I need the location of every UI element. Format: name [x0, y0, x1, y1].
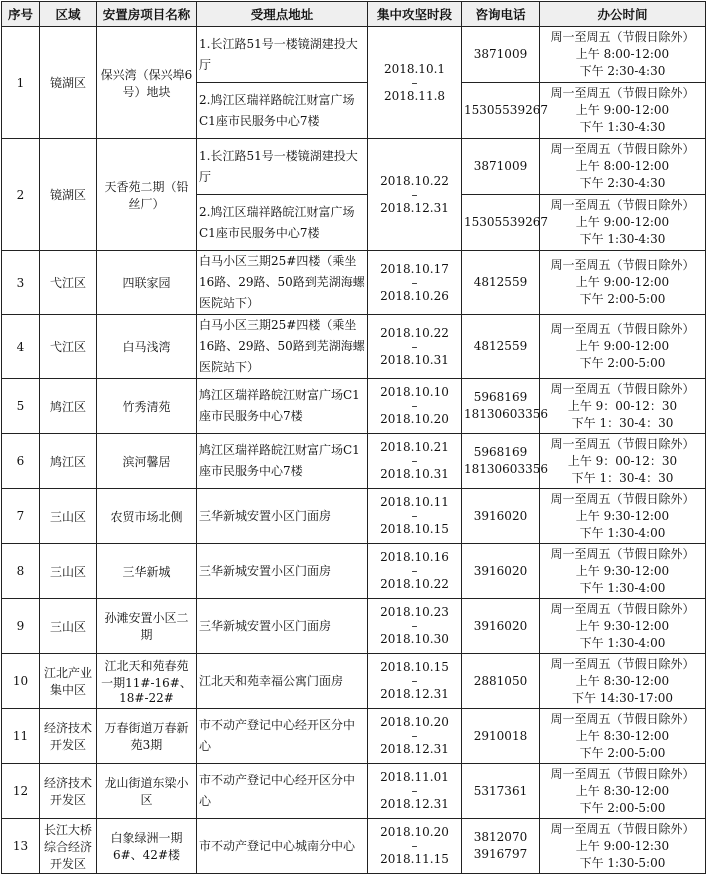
phone-number: 5317361	[473, 783, 528, 798]
office-hours-stack	[542, 546, 703, 597]
period-stack	[370, 714, 459, 758]
phone-cell	[462, 489, 540, 544]
period-separator: –	[411, 839, 418, 853]
period-start: 2018.10.23	[380, 605, 449, 619]
row-seq: 2	[2, 139, 40, 251]
header-seq: 序号	[2, 2, 40, 27]
office-hours-line: 下午 14:30-17:00	[571, 690, 674, 705]
period-stack	[370, 325, 459, 369]
row-area: 三山区	[40, 544, 97, 599]
office-hours-line: 上午 9:00-12:00	[575, 215, 670, 229]
row-area: 弋江区	[40, 315, 97, 379]
period-stack	[370, 549, 459, 593]
period-cell	[368, 599, 462, 654]
row-seq: 8	[2, 544, 40, 599]
row-seq: 11	[2, 709, 40, 764]
period-start: 2018.10.16	[380, 550, 449, 564]
row-address: 市不动产登记中心经开区分中心	[197, 709, 368, 764]
table-row	[2, 489, 706, 544]
office-hours-line: 下午 2:00-5:00	[579, 800, 666, 815]
office-hours-stack	[542, 141, 703, 192]
period-cell	[368, 819, 462, 874]
row-project: 龙山街道东梁小区	[97, 764, 197, 819]
office-hours-cell	[540, 544, 706, 599]
office-hours-line: 上午 9:30-12:00	[575, 508, 670, 523]
period-separator: –	[411, 399, 418, 413]
period-stack	[370, 261, 459, 305]
office-hours-stack	[542, 85, 703, 136]
row-project: 保兴湾（保兴埠6号）地块	[97, 27, 197, 139]
row-address: 2.鸠江区瑞祥路皖江财富广场C1座市民服务中心7楼	[197, 83, 368, 139]
period-cell	[368, 709, 462, 764]
phone-cell	[462, 315, 540, 379]
period-separator: –	[411, 509, 418, 523]
row-seq: 9	[2, 599, 40, 654]
header-area: 区域	[40, 2, 97, 27]
period-stack	[370, 824, 459, 868]
office-hours-cell	[540, 315, 706, 379]
period-end: 2018.10.20	[380, 412, 449, 426]
row-seq: 7	[2, 489, 40, 544]
period-end: 2018.10.31	[380, 352, 449, 367]
table-row	[2, 315, 706, 379]
period-start: 2018.10.1	[383, 61, 446, 76]
row-area: 三山区	[40, 489, 97, 544]
period-stack	[370, 659, 459, 703]
office-hours-stack	[542, 321, 703, 372]
office-hours-cell	[540, 139, 706, 195]
office-hours-line: 周一至周五（节假日除外）	[550, 436, 695, 451]
period-separator: –	[411, 187, 418, 202]
period-end: 2018.12.31	[380, 797, 449, 811]
office-hours-line: 上午 8:30-12:00	[575, 673, 670, 688]
period-separator: –	[411, 564, 418, 578]
period-end: 2018.10.30	[380, 632, 449, 646]
phone-cell	[462, 379, 548, 434]
office-hours-cell	[540, 434, 706, 489]
office-hours-stack	[542, 491, 703, 542]
table-row	[2, 379, 706, 434]
phone-number: 5968169 18130603356	[464, 445, 548, 476]
phone-number: 3916020	[473, 618, 528, 633]
office-hours-line: 周一至周五（节假日除外）	[550, 258, 695, 272]
phone-number: 3871009	[473, 47, 528, 61]
period-cell	[368, 764, 462, 819]
office-hours-stack	[542, 821, 703, 872]
office-hours-line: 周一至周五（节假日除外）	[550, 711, 695, 726]
row-project: 江北天和苑春苑一期11#-16#、18#-22#	[97, 654, 197, 709]
period-stack	[370, 61, 459, 105]
office-hours-stack	[542, 257, 703, 308]
period-cell	[368, 315, 462, 379]
period-cell	[368, 544, 462, 599]
row-project: 滨河馨居	[97, 434, 197, 489]
office-hours-line: 下午 1：30-4：30	[571, 470, 674, 485]
period-end: 2018.10.22	[380, 577, 449, 591]
row-project: 孙滩安置小区二期	[97, 599, 197, 654]
office-hours-line: 上午 9:00-12:30	[575, 838, 670, 853]
office-hours-line: 上午 8:00-12:00	[575, 159, 670, 173]
office-hours-line: 周一至周五（节假日除外）	[550, 491, 695, 506]
office-hours-cell	[540, 195, 706, 251]
phone-number: 15305539267	[464, 215, 548, 229]
phone-cell	[462, 27, 540, 83]
office-hours-stack	[542, 381, 703, 432]
office-hours-cell	[540, 764, 706, 819]
office-hours-line: 下午 1:30-4:30	[579, 120, 666, 134]
office-hours-line: 周一至周五（节假日除外）	[550, 766, 695, 781]
period-cell	[368, 379, 462, 434]
row-project: 天香苑二期（铅丝厂）	[97, 139, 197, 251]
office-hours-line: 上午 8:30-12:00	[575, 728, 670, 743]
office-hours-stack	[542, 197, 703, 248]
office-hours-line: 下午 2:00-5:00	[579, 292, 666, 306]
phone-number: 2881050	[473, 673, 528, 688]
office-hours-line: 下午 2:00-5:00	[579, 356, 666, 370]
phone-cell	[462, 599, 540, 654]
row-project: 四联家园	[97, 251, 197, 315]
row-project: 万春街道万春新苑3期	[97, 709, 197, 764]
phone-number: 4812559	[473, 339, 528, 353]
row-project: 竹秀清苑	[97, 379, 197, 434]
office-hours-line: 上午 9:30-12:00	[575, 618, 670, 633]
period-end: 2018.10.15	[380, 522, 449, 536]
row-address: 三华新城安置小区门面房	[197, 489, 368, 544]
row-address: 市不动产登记中心经开区分中心	[197, 764, 368, 819]
office-hours-cell	[540, 819, 706, 874]
office-hours-stack	[542, 436, 703, 487]
phone-number: 2910018	[473, 728, 528, 743]
row-address: 鸠江区瑞祥路皖江财富广场C1座市民服务中心7楼	[197, 379, 368, 434]
period-start: 2018.11.01	[380, 770, 449, 784]
period-end: 2018.12.31	[380, 687, 449, 701]
period-start: 2018.10.15	[380, 660, 449, 674]
row-area: 镜湖区	[40, 139, 97, 251]
office-hours-cell	[540, 709, 706, 764]
office-hours-line: 周一至周五（节假日除外）	[550, 198, 695, 212]
row-area: 镜湖区	[40, 27, 97, 139]
phone-number: 3812070 3916797	[473, 830, 528, 861]
row-address: 三华新城安置小区门面房	[197, 544, 368, 599]
row-area: 长江大桥综合经济开发区	[40, 819, 97, 874]
office-hours-line: 上午 9:00-12:00	[575, 275, 670, 289]
office-hours-line: 上午 8:00-12:00	[575, 47, 670, 61]
row-seq: 3	[2, 251, 40, 315]
row-area: 经济技术开发区	[40, 764, 97, 819]
row-area: 江北产业集中区	[40, 654, 97, 709]
office-hours-line: 下午 2:00-5:00	[579, 745, 666, 760]
office-hours-cell	[540, 379, 706, 434]
table-row	[2, 764, 706, 819]
table-row	[2, 544, 706, 599]
phone-cell	[462, 544, 540, 599]
office-hours-line: 上午 9：00-12：30	[567, 398, 678, 413]
office-hours-line: 周一至周五（节假日除外）	[550, 601, 695, 616]
office-hours-cell	[540, 599, 706, 654]
phone-number: 15305539267	[464, 103, 548, 117]
row-project: 白马浅湾	[97, 315, 197, 379]
row-address: 白马小区三期25#四楼（乘坐16路、29路、50路到芜湖海螺医院站下）	[197, 315, 368, 379]
office-hours-line: 上午 9：00-12：30	[567, 453, 678, 468]
phone-cell	[462, 654, 540, 709]
period-stack	[370, 769, 459, 813]
period-separator: –	[411, 674, 418, 688]
row-address: 白马小区三期25#四楼（乘坐16路、29路、50路到芜湖海螺医院站下）	[197, 251, 368, 315]
table-row	[2, 434, 706, 489]
period-start: 2018.10.10	[380, 385, 449, 399]
period-start: 2018.10.11	[380, 495, 449, 509]
phone-cell	[462, 434, 548, 489]
period-end: 2018.12.31	[380, 742, 449, 756]
header-phone: 咨询电话	[462, 2, 540, 27]
row-area: 鸠江区	[40, 379, 97, 434]
table-row	[2, 27, 706, 83]
office-hours-line: 周一至周五（节假日除外）	[550, 322, 695, 336]
office-hours-line: 下午 1：30-4：30	[571, 415, 674, 430]
office-hours-stack	[542, 766, 703, 817]
office-hours-line: 周一至周五（节假日除外）	[550, 656, 695, 671]
period-start: 2018.10.17	[380, 261, 449, 276]
period-stack	[370, 604, 459, 648]
office-hours-cell	[540, 489, 706, 544]
period-end: 2018.10.26	[380, 288, 449, 303]
phone-cell	[462, 819, 540, 874]
table-row	[2, 139, 706, 195]
period-end: 2018.12.31	[380, 200, 449, 215]
row-seq: 6	[2, 434, 40, 489]
phone-number: 5968169 18130603356	[464, 390, 548, 421]
office-hours-stack	[542, 29, 703, 80]
table-row	[2, 599, 706, 654]
office-hours-line: 下午 2:30-4:30	[579, 176, 666, 190]
row-address: 江北天和苑幸福公寓门面房	[197, 654, 368, 709]
office-hours-stack	[542, 711, 703, 762]
period-end: 2018.11.8	[383, 88, 446, 103]
row-address: 市不动产登记中心城南分中心	[197, 819, 368, 874]
row-seq: 10	[2, 654, 40, 709]
office-hours-line: 上午 9:00-12:00	[575, 339, 670, 353]
period-separator: –	[411, 275, 418, 290]
office-hours-line: 下午 1:30-4:30	[579, 232, 666, 246]
row-area: 三山区	[40, 599, 97, 654]
period-end: 2018.10.31	[380, 467, 449, 481]
row-address: 1.长江路51号一楼镜湖建投大厅	[197, 139, 368, 195]
table-row	[2, 251, 706, 315]
period-stack	[370, 494, 459, 538]
period-separator: –	[411, 619, 418, 633]
period-start: 2018.10.20	[380, 715, 449, 729]
phone-cell	[462, 139, 540, 195]
office-hours-line: 周一至周五（节假日除外）	[550, 546, 695, 561]
phone-cell	[462, 709, 540, 764]
row-address: 2.鸠江区瑞祥路皖江财富广场C1座市民服务中心7楼	[197, 195, 368, 251]
office-hours-line: 上午 9:30-12:00	[575, 563, 670, 578]
phone-number: 3916020	[473, 563, 528, 578]
office-hours-line: 周一至周五（节假日除外）	[550, 381, 695, 396]
header-project: 安置房项目名称	[97, 2, 197, 27]
phone-number: 3916020	[473, 508, 528, 523]
office-hours-cell	[540, 27, 706, 83]
office-hours-line: 下午 1:30-5:00	[579, 855, 666, 870]
period-separator: –	[411, 339, 418, 354]
period-start: 2018.10.22	[380, 173, 449, 188]
phone-cell	[462, 83, 548, 139]
period-cell	[368, 434, 462, 489]
row-seq: 4	[2, 315, 40, 379]
row-seq: 5	[2, 379, 40, 434]
phone-cell	[462, 251, 540, 315]
row-address: 三华新城安置小区门面房	[197, 599, 368, 654]
period-cell	[368, 654, 462, 709]
period-cell	[368, 251, 462, 315]
period-end: 2018.11.15	[380, 852, 449, 866]
period-cell	[368, 139, 462, 251]
row-area: 经济技术开发区	[40, 709, 97, 764]
period-cell	[368, 27, 462, 139]
row-project: 三华新城	[97, 544, 197, 599]
period-separator: –	[411, 454, 418, 468]
office-hours-line: 周一至周五（节假日除外）	[550, 142, 695, 156]
period-stack	[370, 384, 459, 428]
row-project: 白象绿洲一期6#、42#楼	[97, 819, 197, 874]
table-row	[2, 709, 706, 764]
office-hours-line: 下午 1:30-4:00	[579, 525, 666, 540]
row-address: 鸠江区瑞祥路皖江财富广场C1座市民服务中心7楼	[197, 434, 368, 489]
period-start: 2018.10.20	[380, 825, 449, 839]
office-hours-cell	[540, 251, 706, 315]
office-hours-line: 下午 2:30-4:30	[579, 64, 666, 78]
period-stack	[370, 173, 459, 217]
phone-cell	[462, 764, 540, 819]
row-project: 农贸市场北侧	[97, 489, 197, 544]
office-hours-line: 下午 1:30-4:00	[579, 635, 666, 650]
period-stack	[370, 439, 459, 483]
phone-number: 4812559	[473, 275, 528, 289]
row-area: 鸠江区	[40, 434, 97, 489]
header-hours: 办公时间	[540, 2, 706, 27]
period-cell	[368, 489, 462, 544]
office-hours-line: 下午 1:30-4:00	[579, 580, 666, 595]
office-hours-cell	[540, 83, 706, 139]
row-seq: 13	[2, 819, 40, 874]
header-period: 集中攻坚时段	[368, 2, 462, 27]
office-hours-line: 周一至周五（节假日除外）	[550, 30, 695, 44]
period-separator: –	[411, 784, 418, 798]
office-hours-line: 上午 8:30-12:00	[575, 783, 670, 798]
office-hours-stack	[542, 656, 703, 707]
row-seq: 1	[2, 27, 40, 139]
period-separator: –	[411, 729, 418, 743]
office-hours-line: 周一至周五（节假日除外）	[550, 86, 695, 100]
office-hours-line: 周一至周五（节假日除外）	[550, 821, 695, 836]
header-row	[2, 2, 706, 27]
row-seq: 12	[2, 764, 40, 819]
phone-number: 3871009	[473, 159, 528, 173]
row-area: 弋江区	[40, 251, 97, 315]
office-hours-line: 上午 9:00-12:00	[575, 103, 670, 117]
row-address: 1.长江路51号一楼镜湖建投大厅	[197, 27, 368, 83]
office-hours-cell	[540, 654, 706, 709]
period-start: 2018.10.21	[380, 440, 449, 454]
table-row	[2, 654, 706, 709]
phone-cell	[462, 195, 548, 251]
table-row	[2, 819, 706, 874]
period-start: 2018.10.22	[380, 325, 449, 340]
resettlement-schedule-table	[1, 1, 706, 874]
header-address: 受理点地址	[197, 2, 368, 27]
period-separator: –	[411, 75, 418, 90]
office-hours-stack	[542, 601, 703, 652]
